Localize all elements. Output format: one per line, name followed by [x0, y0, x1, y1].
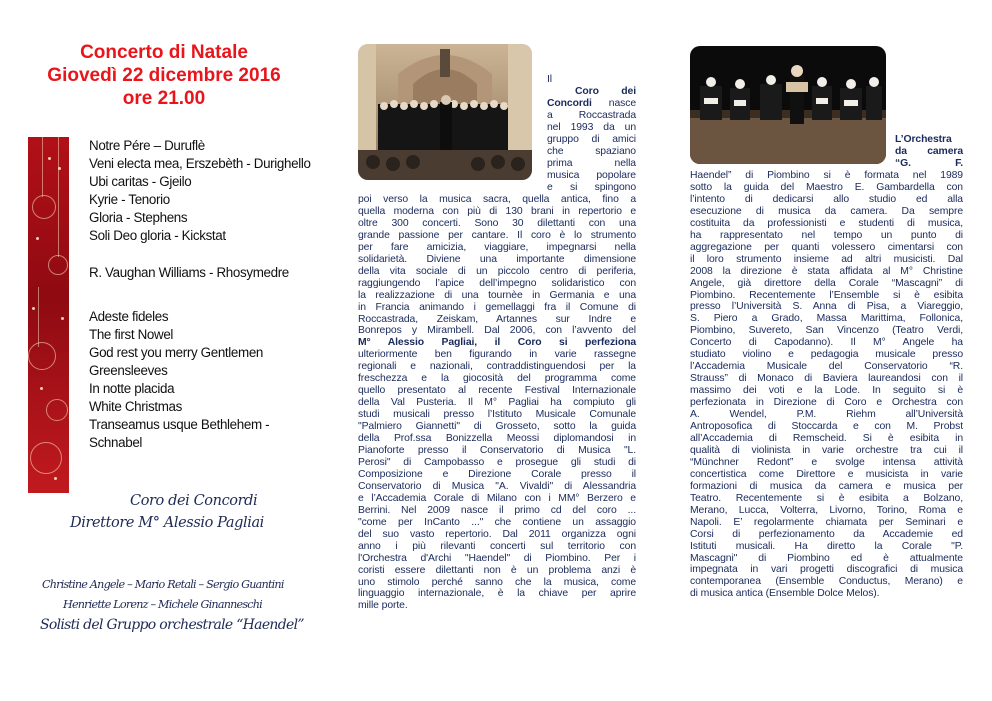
- text-run-bold: Coro dei: [575, 85, 636, 97]
- text-line: [895, 134, 963, 146]
- program-item: Schnabel: [89, 435, 143, 450]
- text-run-bold: Concordi: [547, 97, 592, 109]
- text-line: "come per InCanto ..." che contiene un assaggio: [358, 516, 636, 528]
- text-line: Strauss” di Monaco di Baviera laureandosi con il: [690, 373, 963, 385]
- christmas-ornament-ribbon: [28, 137, 69, 493]
- text-line: la realizzazione di una tournèe in Germania e una: [358, 289, 636, 301]
- text-line: della vita sociale di un piccolo centro di periferia,: [358, 265, 636, 277]
- text-line: gruppo di amici: [547, 133, 636, 145]
- text-line: mille porte.: [358, 600, 408, 612]
- text-line: anno i più rilevanti concerti sul territorio con: [358, 540, 636, 552]
- text-line: Conservatorio di Musica "A. Vivaldi" di Alessandria: [358, 480, 636, 492]
- text-line: “G. F.: [895, 157, 963, 169]
- text-line: in Francia animando i gemellaggi fra il Comune di: [358, 301, 636, 313]
- text-line: musica popolare: [547, 169, 636, 181]
- orchestra-photo: [690, 46, 886, 164]
- text-line: di musica antica (Ensemble Dolce Melos).: [690, 588, 880, 600]
- choir-body: [358, 194, 636, 612]
- text-line: costituita da professionisti e studenti di musica,: [690, 217, 963, 229]
- text-line: all’Accademia di Remscheid. Si è esibita in: [690, 432, 963, 444]
- text-line: massimo dei voti e la Lode. In seguito si è: [690, 385, 963, 397]
- text-line: Antroposofica di Stoccarda e con M. Probst: [690, 421, 963, 433]
- text-line: presso l’Università S. Anna di Pisa, a Viareggio,: [690, 301, 963, 313]
- program-item: Notre Pére – Duruflè: [89, 138, 205, 153]
- text-line: del suo vasto repertorio. Dal 2011 organizza ogni: [358, 528, 636, 540]
- orchestra-intro: [895, 134, 963, 170]
- text-line: Piombino, Suvereto, San Vincenzo (Teatro Verdi,: [690, 325, 963, 337]
- text-line: Bonrepos y Mirambell. Dal 2006, con l’avvento del: [358, 325, 636, 337]
- text-line: linguaggio internazionale, è la chiave per aprire: [358, 588, 636, 600]
- text-line: 2008 la direzione è stata affidata al M° Christine: [690, 265, 963, 277]
- text-line: Piombino. Recentemente l’Ensemble si è esibita: [690, 289, 963, 301]
- text-line: Napoli. E’ regolarmente chiamata per Seminari e: [690, 516, 963, 528]
- text-line: l’Accademia Musicale del Conservatorio “R.: [690, 361, 963, 373]
- text-line: il loro strumento insieme ad altri musicisti. Dal: [690, 253, 963, 265]
- text-line: aggregazione per quanti volessero cimentarsi con: [690, 241, 963, 253]
- choir-name: Coro dei Concordi: [130, 493, 258, 509]
- text-line: esecuzione di musica da camera. Da sempre: [690, 205, 963, 217]
- text-run: nasce: [608, 97, 636, 109]
- text-line: S. Piero a Grado, Massa Marittima, Follonica,: [690, 313, 963, 325]
- orchestra-on-stage-photo: [690, 46, 886, 164]
- text-run-bold: L’Orchestra: [895, 134, 952, 145]
- text-line: Teatro. Recentemente si è esibita a Bolzano,: [690, 492, 963, 504]
- program-group-1: [89, 137, 319, 245]
- text-line: Composizione e Direzione Corale presso il: [358, 468, 636, 480]
- text-line: coristi essere dilettanti non è un problema anzi è: [358, 564, 636, 576]
- text-line: ulteriormente ben figurando in varie rassegne: [358, 349, 636, 361]
- choir-intro: [547, 74, 636, 194]
- text-line: da camera: [895, 145, 963, 157]
- program-item: White Christmas: [89, 399, 182, 414]
- text-line: Berrini. Nel 2009 nasce il primo cd del coro ...: [358, 504, 636, 516]
- text-line: Merano, Lucca, Volterra, Livorno, Torino, Roma e: [690, 504, 963, 516]
- text-line: [547, 98, 636, 110]
- choir-director: Direttore M° Alessio Pagliai: [70, 515, 264, 531]
- text-line: Mascagni" di Piombino ed è attualmente: [690, 552, 963, 564]
- program-item: Adeste fideles: [89, 309, 169, 324]
- text-line: l’intento di dedicarsi allo studio ed alla: [690, 193, 963, 205]
- text-line: Roccastrada, Zeiskam, Artannes sur Indre e: [358, 313, 636, 325]
- text-line: Haendel” di Piombino si è formata nel 1989: [690, 170, 963, 181]
- title-date: Giovedì 22 dicembre 2016: [47, 65, 281, 86]
- text-line: grande passione per cantare. Il coro è lo strumento: [358, 229, 636, 241]
- text-line: sotto la guida del Maestro E. Gambardella con: [690, 181, 963, 193]
- text-line: per fare amicizia, viaggiare, impegnarsi nella: [358, 241, 636, 253]
- text-line: M° Alessio Pagliai, il Coro si perfeziona: [358, 337, 636, 349]
- text-line: poi verso la musica sacra, quella antica, fino a: [358, 194, 636, 205]
- text-line: uno stimolo perché sanno che la musica, come: [358, 576, 636, 588]
- text-line: l'Orchestra d'Archi "Haendel" di Piombino. Per i: [358, 552, 636, 564]
- text-line: "Palmiero Giannetti" di Grosseto, sotto la guida: [358, 421, 636, 433]
- text-line: prima nella: [547, 157, 636, 169]
- concert-title: [28, 41, 300, 110]
- text-line: quello presentato al recente Festival Internazionale: [358, 385, 636, 397]
- program-item: In notte placida: [89, 381, 175, 396]
- text-line: contemporanea (Ensemble Conductus, Merano) e: [690, 576, 963, 588]
- orchestra-body: [690, 170, 963, 600]
- program-item: Greensleeves: [89, 363, 168, 378]
- program-group-3: [89, 308, 319, 452]
- program-group-2: [89, 264, 319, 282]
- text-line: e l’Accademia Corale di Milano con i MM° Berzero e: [358, 492, 636, 504]
- text-line: della Val Pusteria. Il M° Pagliai ha compiuto gli: [358, 397, 636, 409]
- soloists-line-1: Christine Angele – Mario Retali – Sergio Guantini: [42, 578, 284, 591]
- text-line: raggiungendo l’apice dell’impegno solidaristico con: [358, 277, 636, 289]
- title-time: ore 21.00: [122, 88, 206, 109]
- text-line: a Roccastrada: [547, 109, 636, 121]
- text-line: formazioni di musica da camera e musica per: [690, 480, 963, 492]
- text-line: Perosi" di Campobasso e prosegue gli studi di: [358, 456, 636, 468]
- text-line: nel 1993 da un: [547, 121, 636, 133]
- choir-photo: [358, 44, 532, 180]
- text-line: [547, 74, 636, 86]
- program-item: Veni electa mea, Erszebèth - Durighello: [89, 156, 311, 171]
- program-item: R. Vaughan Williams - Rhosymedre: [89, 265, 289, 280]
- text-line: Corsi di perfezionamento da Accademie ed: [690, 528, 963, 540]
- text-line: freschezza e la giocosità del programma come: [358, 373, 636, 385]
- text-line: qualità di violinista in varie orchestre tra cui il: [690, 444, 963, 456]
- text-line: regionali e nazionali, contraddistinguendosi per la: [358, 361, 636, 373]
- soloists-label: Solisti del Gruppo orchestrale “Haendel”: [40, 617, 304, 633]
- text-line: quella moderna con più di 130 brani in repertorio e: [358, 205, 636, 217]
- text-line: oltre 300 concerti. Sono 30 dilettanti con una: [358, 217, 636, 229]
- program-item: The first Nowel: [89, 327, 174, 342]
- text-line: A. Wendel, P.M. Riehm all’Università: [690, 409, 963, 421]
- choir-in-church-photo: [358, 44, 532, 180]
- text-line: “Münchner Redont” e svolge intensa attività: [690, 456, 963, 468]
- text-run: Il: [547, 74, 552, 85]
- text-line: e si spingono: [547, 181, 636, 193]
- text-line: della Prof.ssa Bonizzella Meossi diplomandosi in: [358, 433, 636, 445]
- text-line: impegnata in vari progetti discografici di musica: [690, 564, 963, 576]
- program-item: Ubi caritas - Gjeilo: [89, 174, 192, 189]
- text-line: studiato violino e pedagogia musicale presso: [690, 349, 963, 361]
- text-line: che spaziano: [547, 145, 636, 157]
- soloists-line-2: Henriette Lorenz – Michele Ginanneschi: [63, 598, 262, 611]
- text-line: ha rappresentato nel tempo un punto di: [690, 229, 963, 241]
- text-line: Angele, già direttore della Corale “Mascagni” di: [690, 277, 963, 289]
- text-line: Concerto di Capodanno). Il M° Angele ha: [690, 337, 963, 349]
- text-line: [547, 86, 636, 98]
- title-line: Concerto di Natale: [80, 42, 248, 63]
- program-item: Kyrie - Tenorio: [89, 192, 170, 207]
- text-line: concertistica come Direttore e musicista in varie: [690, 468, 963, 480]
- program-item: Soli Deo gloria - Kickstat: [89, 228, 226, 243]
- program-item: God rest you merry Gentlemen: [89, 345, 264, 360]
- program-item: Transeamus usque Bethlehem -: [89, 417, 270, 432]
- text-line: Pianoforte presso il Conservatorio di Musica "L.: [358, 445, 636, 457]
- text-line: solidarietà. Diviene una importante dimensione: [358, 253, 636, 265]
- text-line: Istituti musicali. Ha diretto la Corale "P.: [690, 540, 963, 552]
- program-item: Gloria - Stephens: [89, 210, 188, 225]
- text-line: studi musicali presso l’Istituto Musicale Comunale: [358, 409, 636, 421]
- text-line: perfezionata in Direzione di Coro e Orchestra con: [690, 397, 963, 409]
